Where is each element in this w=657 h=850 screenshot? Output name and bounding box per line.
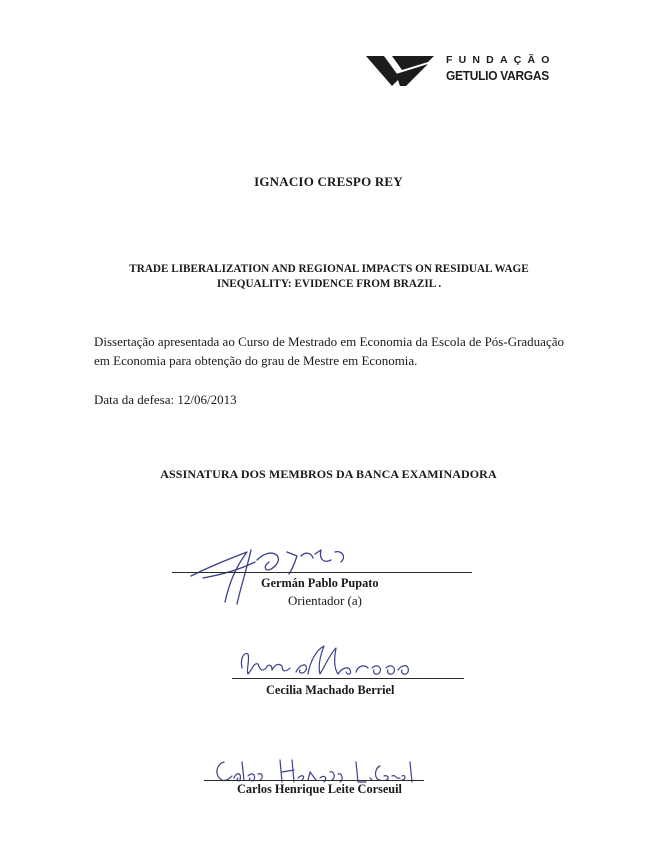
member-name-1: Germán Pablo Pupato bbox=[261, 576, 379, 590]
author-name: IGNACIO CRESPO REY bbox=[254, 174, 403, 189]
logo-top-text: FUNDAÇÃO bbox=[446, 54, 556, 66]
dissertation-statement: Dissertação apresentada ao Curso de Mestrado em Economia da Escola de Pós-Graduação em Economia para obtenção do grau de Mestre em Economia. bbox=[94, 334, 564, 368]
committee-heading: ASSINATURA DOS MEMBROS DA BANCA EXAMINADORA bbox=[160, 467, 497, 481]
signature-line-2 bbox=[232, 678, 464, 679]
member-role-1: Orientador (a) bbox=[288, 593, 362, 608]
signature-line-1 bbox=[172, 572, 472, 573]
member-name-3: Carlos Henrique Leite Corseuil bbox=[237, 782, 402, 796]
member-name-2: Cecilia Machado Berriel bbox=[266, 683, 395, 697]
thesis-title-line-2: INEQUALITY: EVIDENCE FROM BRAZIL . bbox=[216, 278, 442, 290]
thesis-title-line-1: TRADE LIBERALIZATION AND REGIONAL IMPACTS ON RESIDUAL WAGE bbox=[129, 263, 529, 275]
fgv-logo bbox=[366, 52, 566, 92]
fgv-logo-mark-icon bbox=[366, 56, 436, 86]
defense-date: Data da defesa: 12/06/2013 bbox=[94, 392, 237, 407]
signature-line-3 bbox=[204, 780, 424, 781]
logo-bottom-text: GETULIO VARGAS bbox=[446, 68, 549, 83]
thesis-title bbox=[95, 262, 563, 292]
